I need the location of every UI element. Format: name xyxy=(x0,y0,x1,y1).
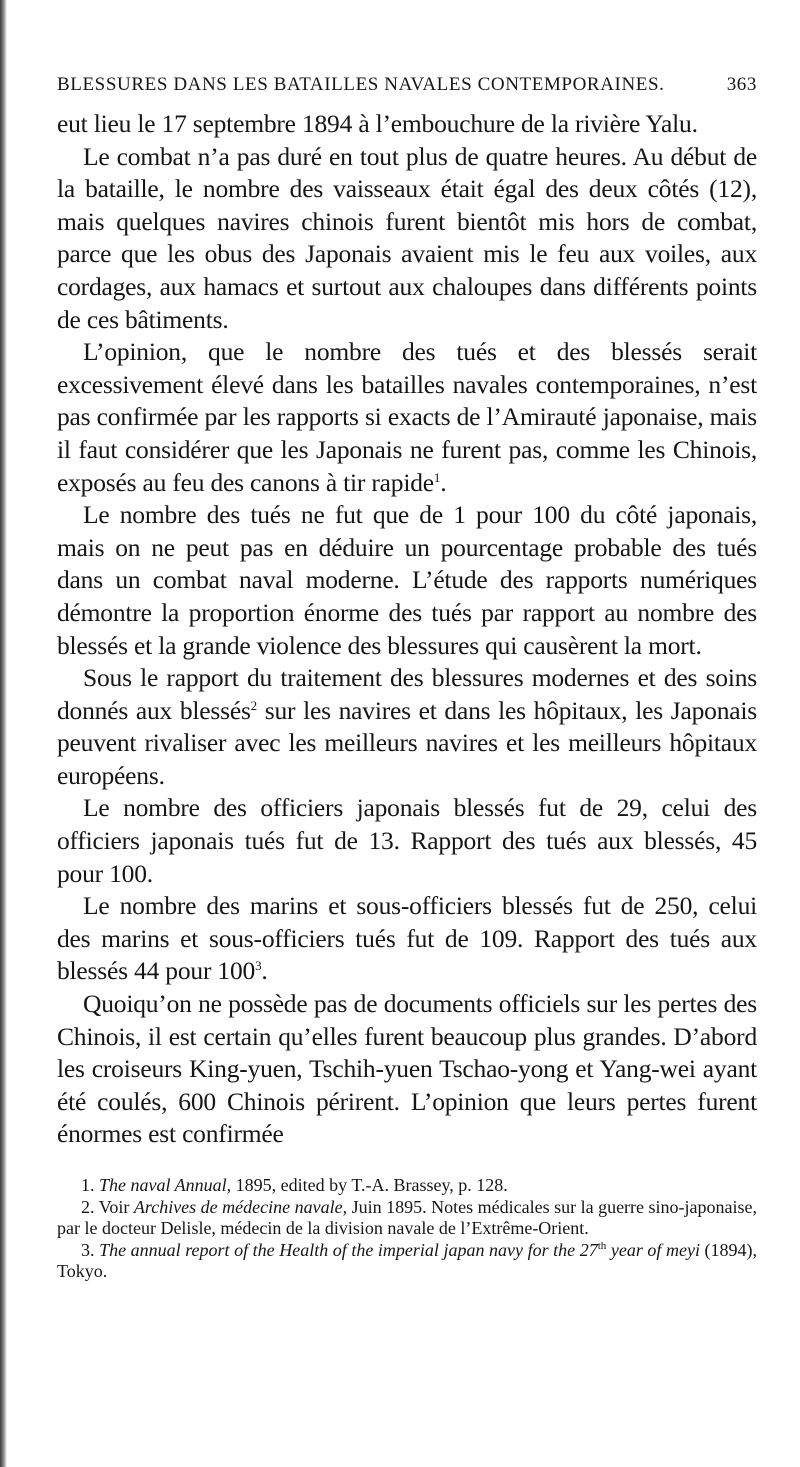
footnote: 3. The annual report of the Health of the imperial japan navy for the 27th year of meyi (1894), Tokyo. xyxy=(57,1239,758,1281)
footnote-ref[interactable]: 2 xyxy=(250,697,257,713)
paragraph: Quoiqu’on ne possède pas de documents officiels sur les pertes des Chinois, il est certain qu’elles furent beaucoup plus grandes. D’abord les croiseurs King-yuen, Tschih-yuen Tschao-yong et Yang-wei ayant été coulés, 600 Chinois périrent. L’opinion que leurs pertes furent énormes est confirmée xyxy=(57,989,757,1149)
body-text xyxy=(57,108,757,1151)
document-page xyxy=(57,70,757,1283)
paragraph: Le nombre des tués ne fut que de 1 pour 100 du côté japonais, mais on ne peut pas en déduire un pourcentage probable des tués dans un combat naval moderne. L’étude des rapports numériques démontre la proportion énorme des tués par rapport au nombre des blessés et la grande violence des blessures qui causèrent la mort. xyxy=(57,500,757,660)
page-number: 363 xyxy=(726,74,757,95)
footnote-title: Archives de médecine navale, xyxy=(133,1196,348,1217)
running-header xyxy=(57,70,757,100)
running-header-title: BLESSURES DANS LES BATAILLES NAVALES CONTEMPORAINES. xyxy=(57,74,665,95)
paragraph: eut lieu le 17 septembre 1894 à l’embouchure de la rivière Yalu. xyxy=(57,109,698,138)
paragraph: Le nombre des marins et sous-officiers blessés fut de 250, celui des marins et sous-officiers tués fut de 109. Rapport des tués aux blessés 44 pour 100$^3$. xyxy=(57,891,757,986)
paragraph: L’opinion, que le nombre des tués et des blessés serait excessivement élevé dans les batailles navales contemporaines, n’est pas confirmée par les rapports si exacts de l’Amirauté japonaise, mais il faut considérer que les Japonais ne furent pas, comme les Chinois, exposés au feu des canons à tir rapide$^1$. xyxy=(57,337,757,497)
paragraph: Le nombre des officiers japonais blessés fut de 29, celui des officiers japonais tués fut de 13. Rapport des tués aux blessés, 45 pour 100. xyxy=(57,793,757,888)
paragraph: Le combat n’a pas duré en tout plus de quatre heures. Au début de la bataille, le nombre des vaisseaux était égal des deux côtés (12), mais quelques navires chinois furent bientôt mis hors de combat, parce que les obus des Japonais avaient mis le feu aux voiles, aux cordages, aux hamacs et surtout aux chaloupes dans différents points de ces bâtiments. xyxy=(57,141,757,334)
footnote-ref[interactable]: 1 xyxy=(433,469,441,485)
footnote: 2. Voir Archives de médecine navale, Juin 1895. Notes médicales sur la guerre sino-japonaise, par le docteur Delisle, médecin de la division navale de l’Extrême-Orient. xyxy=(57,1196,758,1238)
footnote-title: The annual report of the Health of the imperial japan navy for the 27 xyxy=(99,1239,598,1260)
scan-page-edge xyxy=(0,0,7,1467)
footnote-ref[interactable]: 3 xyxy=(255,958,262,974)
footnote: 1. The naval Annual, 1895, edited by T.-A. Brassey, p. 128. xyxy=(81,1175,508,1195)
paragraph: Sous le rapport du traitement des blessures modernes et des soins donnés aux blessés$^2$ sur les navires et dans les hôpitaux, les Japonais peuvent rivaliser avec les meilleurs navires et les meilleurs hôpitaux européens. xyxy=(57,663,757,790)
footnotes xyxy=(57,1175,757,1283)
footnote-title: The naval Annual, xyxy=(99,1175,232,1195)
